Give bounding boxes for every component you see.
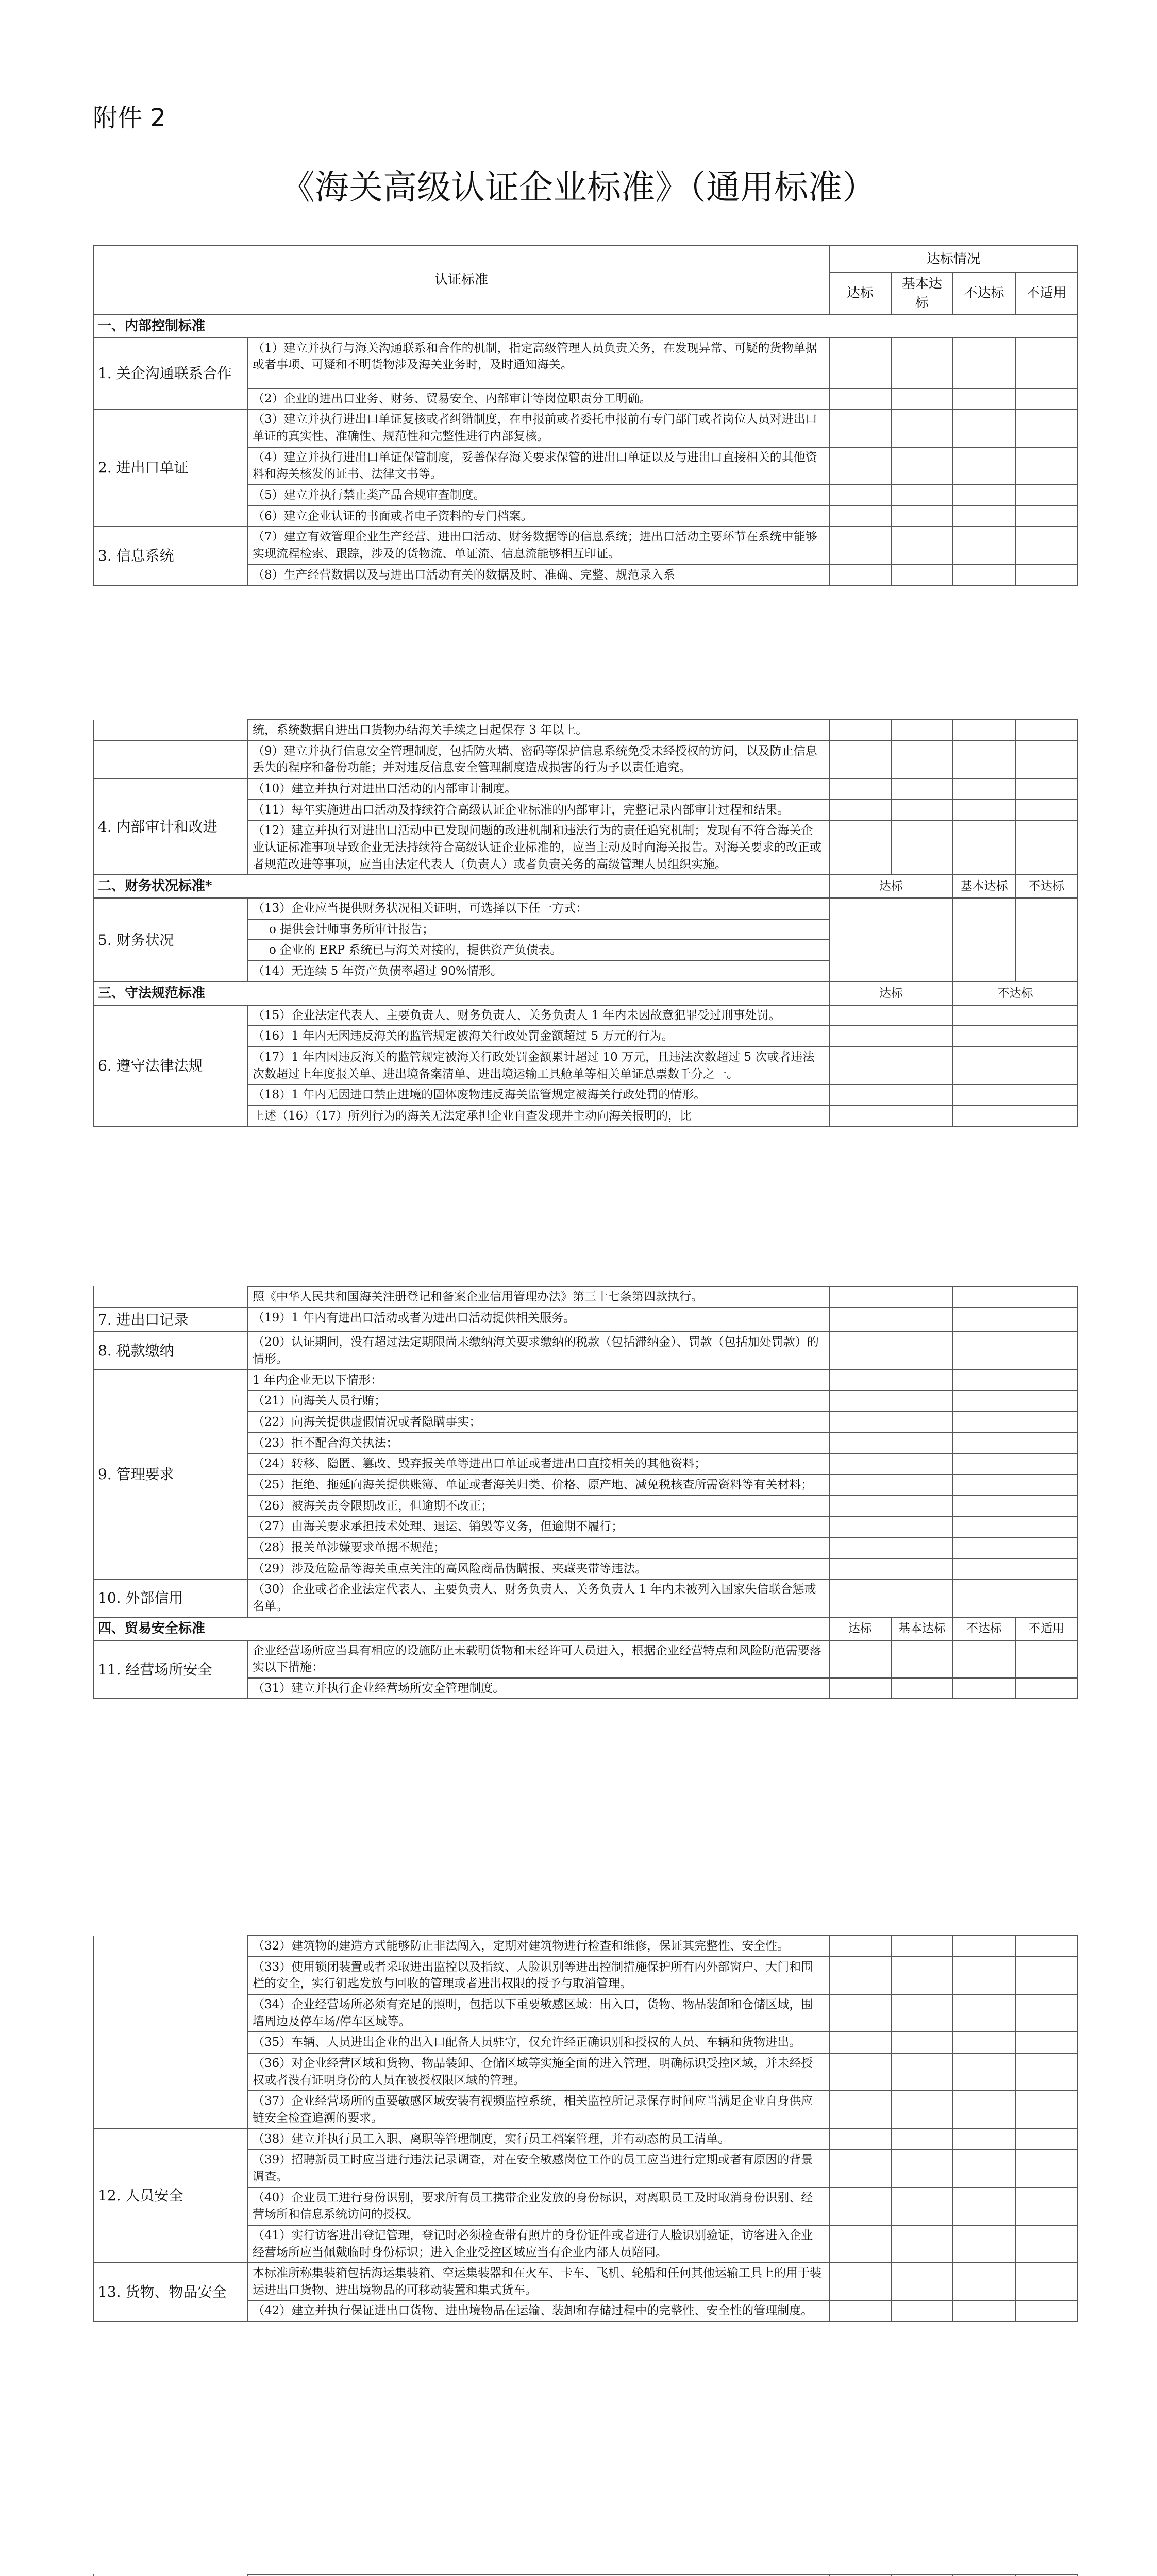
standard-11: （11）每年实施进出口活动及持续符合高级认证企业标准的内部审计，完整记录内部审计过程和结果。 <box>248 800 829 821</box>
fin-col-pass: 达标 <box>829 875 953 898</box>
cell-pass[interactable] <box>829 1558 953 1580</box>
cell-pass[interactable] <box>829 778 891 800</box>
cell-pass[interactable] <box>829 2149 891 2187</box>
cell-pass[interactable] <box>829 1475 953 1496</box>
standard-6: （6）建立企业认证的书面或者电子资料的专门档案。 <box>248 506 829 527</box>
standard-premises-intro: 企业经营场所应当具有相应的设施防止未载明货物和未经许可人员进入，根据企业经营特点和风险防范需要落实以下措施： <box>248 1640 829 1678</box>
standard-5: （5）建立并执行禁止类产品合规审查制度。 <box>248 485 829 506</box>
cell-pass[interactable] <box>829 2032 891 2053</box>
cell-na[interactable] <box>1015 800 1078 821</box>
cell-na[interactable] <box>1015 2053 1078 2091</box>
standards-table-part-2 <box>93 719 1077 1127</box>
standard-29: （29）涉及危险品等海关重点关注的高风险商品伪瞒报、夹藏夹带等违法。 <box>248 1558 829 1580</box>
category-6: 6. 遵守法律法规 <box>93 1005 248 1127</box>
col-pass: 达标 <box>829 273 891 315</box>
standard-16: （16）1 年内无因违反海关的监管规定被海关行政处罚金额超过 5 万元的行为。 <box>248 1026 829 1047</box>
category-3-cont <box>93 720 248 741</box>
cell-basic[interactable] <box>891 506 953 527</box>
cell-fail[interactable] <box>953 1475 1078 1496</box>
cell-na[interactable] <box>1015 720 1078 741</box>
category-4: 4. 内部审计和改进 <box>93 778 248 875</box>
cell-basic[interactable] <box>891 338 953 388</box>
cell-fail[interactable] <box>953 1496 1078 1517</box>
cell-basic[interactable] <box>891 1678 953 1699</box>
cell-pass[interactable] <box>829 1640 891 1678</box>
cell-na[interactable] <box>1015 409 1078 447</box>
standard-1: （1）建立并执行与海关沟通联系和合作的机制，指定高级管理人员负责关务，在发现异常、可疑的货物单据或者事项、可疑和不明货物涉及海关业务时，及时通知海关。 <box>248 338 829 388</box>
cell-pass[interactable] <box>829 1026 953 1047</box>
cell-pass[interactable] <box>829 1332 953 1369</box>
standard-13a: o 提供会计师事务所审计报告； <box>248 919 829 940</box>
section-financial: 二、财务状况标准* <box>93 875 829 898</box>
cell-pass[interactable] <box>829 720 891 741</box>
cell-fail[interactable] <box>953 1579 1078 1617</box>
standard-23: （23）拒不配合海关执法； <box>248 1433 829 1454</box>
cell-pass[interactable] <box>829 800 891 821</box>
cell-pass[interactable] <box>829 1308 953 1332</box>
cell-na[interactable] <box>1015 485 1078 506</box>
standard-9: （9）建立并执行信息安全管理制度，包括防火墙、密码等保护信息系统免受未经授权的访问，以及防止信息丢失的程序和备份功能；并对违反信息安全管理制度造成损害的行为予以责任追究。 <box>248 741 829 778</box>
cell-fail[interactable] <box>953 720 1015 741</box>
standard-7: （7）建立有效管理企业生产经营、进出口活动、财务数据等的信息系统；进出口活动主要环节在系统中能够实现流程检索、跟踪，涉及的货物流、单证流、信息流能够相互印证。 <box>248 527 829 564</box>
cell-pass[interactable] <box>829 1084 953 1106</box>
cell-pass[interactable] <box>829 1579 953 1617</box>
cell-fail[interactable] <box>953 1453 1078 1475</box>
category-5: 5. 财务状况 <box>93 898 248 982</box>
cell-fail[interactable] <box>953 1332 1078 1369</box>
cell-na[interactable] <box>1015 2129 1078 2150</box>
standard-intro: 1 年内企业无以下情形： <box>248 1370 829 1391</box>
header-standard: 认证标准 <box>93 246 829 315</box>
cell-basic[interactable] <box>891 565 953 586</box>
cell-pass[interactable] <box>829 1412 953 1433</box>
cell-basic[interactable] <box>891 388 953 410</box>
cell-basic[interactable] <box>891 2300 953 2321</box>
cell-fail[interactable] <box>953 2091 1015 2128</box>
standard-42: （42）建立并执行保证进出口货物、进出境物品在运输、装卸和存储过程中的完整性、安全性的管理制度。 <box>248 2300 829 2321</box>
cell-na[interactable] <box>1015 506 1078 527</box>
standards-table-part-1 <box>93 245 1077 586</box>
cell-basic[interactable] <box>891 527 953 564</box>
cell-fail[interactable] <box>953 1994 1015 2032</box>
cell-pass[interactable] <box>829 2091 891 2128</box>
comp-col-fail: 不达标 <box>953 982 1078 1005</box>
section-internal-control: 一、内部控制标准 <box>93 315 1078 338</box>
category-8: 8. 税款缴纳 <box>93 1332 248 1369</box>
cell-fail[interactable] <box>953 1047 1078 1084</box>
cell-fail[interactable] <box>953 2149 1015 2187</box>
col-fail: 不达标 <box>953 273 1015 315</box>
header-status: 达标情况 <box>829 246 1078 273</box>
cell-basic[interactable] <box>891 2032 953 2053</box>
cell-fail[interactable] <box>953 1936 1015 1957</box>
cell-pass[interactable] <box>829 1537 953 1558</box>
cell-pass[interactable] <box>829 506 891 527</box>
standard-40: （40）企业员工进行身份识别，要求所有员工携带企业发放的身份标识，对离职员工及时取消身份识别、经营场所和信息系统访问的授权。 <box>248 2188 829 2225</box>
cell-fail[interactable] <box>953 338 1015 388</box>
standard-20: （20）认证期间，没有超过法定期限尚未缴纳海关要求缴纳的税款（包括滞纳金）、罚款（包括加处罚款）的情形。 <box>248 1332 829 1369</box>
standard-34: （34）企业经营场所必须有充足的照明，包括以下重要敏感区域：出入口，货物、物品装卸和仓储区域，围墙周边及停车场/停车区域等。 <box>248 1994 829 2032</box>
cell-pass[interactable] <box>829 1678 891 1699</box>
standard-39: （39）招聘新员工时应当进行违法记录调查，对在安全敏感岗位工作的员工应当进行定期或者有原因的背景调查。 <box>248 2149 829 2187</box>
sec-col-fail: 不达标 <box>953 1617 1015 1640</box>
cell-na[interactable] <box>1015 820 1078 875</box>
cell-fail[interactable] <box>953 1391 1078 1412</box>
cell-fail[interactable] <box>953 1370 1078 1391</box>
cell-basic[interactable] <box>891 2225 953 2263</box>
cell-fail[interactable] <box>953 741 1015 778</box>
standard-8-cont: 统，系统数据自进出口货物办结海关手续之日起保存 3 年以上。 <box>248 720 829 741</box>
cell-pass[interactable] <box>829 2225 891 2263</box>
cell-pass[interactable] <box>829 898 953 982</box>
cell-fail[interactable] <box>953 800 1015 821</box>
cell-pass[interactable] <box>829 527 891 564</box>
standard-27: （27）由海关要求承担技术处理、退运、销毁等义务，但逾期不履行； <box>248 1516 829 1537</box>
standard-33: （33）使用锁闭装置或者采取进出监控以及指纹、人脸识别等进出控制措施保护所有内外部窗户、大门和围栏的安全，实行钥匙发放与回收的管理或者进出权限的授予与取消管理。 <box>248 1957 829 1994</box>
cell-basic[interactable] <box>891 820 953 875</box>
cell-fail[interactable] <box>953 1308 1078 1332</box>
cell-fail[interactable] <box>953 2032 1015 2053</box>
cell-na[interactable] <box>1015 1936 1078 1957</box>
col-na: 不适用 <box>1015 273 1078 315</box>
standard-13: （13）企业应当提供财务状况相关证明，可选择以下任一方式： <box>248 898 829 919</box>
cell-pass[interactable] <box>829 1516 953 1537</box>
cell-fail[interactable] <box>953 820 1015 875</box>
cell-basic[interactable] <box>891 1957 953 1994</box>
sec-col-basic: 基本达标 <box>891 1617 953 1640</box>
standard-25: （25）拒绝、拖延向海关提供账簿、单证或者海关归类、价格、原产地、减免税核查所需资料等有关材料； <box>248 1475 829 1496</box>
cell-fail[interactable] <box>953 527 1015 564</box>
standard-15: （15）企业法定代表人、主要负责人、财务负责人、关务负责人 1 年内未因故意犯罪受过刑事处罚。 <box>248 1005 829 1026</box>
standard-note: 上述（16）（17）所列行为的海关无法定承担企业自查发现并主动向海关报明的，比 <box>248 1106 829 1127</box>
standard-21: （21）向海关人员行贿； <box>248 1391 829 1412</box>
cell-pass[interactable] <box>829 2129 891 2150</box>
cell-fail[interactable] <box>953 2053 1015 2091</box>
cell-na[interactable] <box>1015 2263 1078 2300</box>
cell-basic[interactable] <box>891 447 953 485</box>
cell-pass[interactable] <box>829 1433 953 1454</box>
cell-fail[interactable] <box>953 1005 1078 1026</box>
cell-pass[interactable] <box>829 1391 953 1412</box>
standard-32: （32）建筑物的建造方式能够防止非法闯入，定期对建筑物进行检查和维修，保证其完整性、安全性。 <box>248 1936 829 1957</box>
cell-pass[interactable] <box>829 1957 891 1994</box>
cell-fail[interactable] <box>953 1678 1015 1699</box>
cell-fail[interactable] <box>953 1084 1078 1106</box>
standard-26: （26）被海关责令限期改正，但逾期不改正； <box>248 1496 829 1517</box>
cell-fail[interactable] <box>953 1957 1015 1994</box>
cell-pass[interactable] <box>829 447 891 485</box>
cell-fail[interactable] <box>953 2188 1015 2225</box>
category-11: 11. 经营场所安全 <box>93 1640 248 1699</box>
document-title: 《海关高级认证企业标准》（通用标准） <box>281 167 876 207</box>
standard-14: （14）无连续 5 年资产负债率超过 90%情形。 <box>248 961 829 982</box>
cell-fail[interactable] <box>953 1412 1078 1433</box>
category-10: 10. 外部信用 <box>93 1579 248 1617</box>
cell-pass[interactable] <box>829 388 891 410</box>
comp-col-pass: 达标 <box>829 982 953 1005</box>
cell-pass[interactable] <box>829 741 891 778</box>
cell-na[interactable] <box>1015 2032 1078 2053</box>
cell-pass[interactable] <box>829 1370 953 1391</box>
standard-19: （19）1 年内有进出口活动或者为进出口活动提供相关服务。 <box>248 1308 829 1332</box>
cell-pass[interactable] <box>829 1994 891 2032</box>
cell-na[interactable] <box>1015 741 1078 778</box>
standard-3: （3）建立并执行进出口单证复核或者纠错制度，在申报前或者委托申报前有专门部门或者岗位人员对进出口单证的真实性、准确性、规范性和完整性进行内部复核。 <box>248 409 829 447</box>
category-2: 2. 进出口单证 <box>93 409 248 527</box>
cell-pass[interactable] <box>829 2263 891 2300</box>
standard-13b: o 企业的 ERP 系统已与海关对接的，提供资产负债表。 <box>248 940 829 961</box>
cell-basic[interactable] <box>891 778 953 800</box>
cell-na[interactable] <box>1015 1640 1078 1678</box>
standards-table-part-5 <box>93 2574 1077 2576</box>
cell-fail[interactable] <box>953 2225 1015 2263</box>
cell-pass[interactable] <box>829 485 891 506</box>
standard-28: （28）报关单涉嫌要求单据不规范； <box>248 1537 829 1558</box>
standard-2: （2）企业的进出口业务、财务、贸易安全、内部审计等岗位职责分工明确。 <box>248 388 829 410</box>
cell-basic[interactable] <box>891 2188 953 2225</box>
cell-na[interactable] <box>1015 338 1078 388</box>
cell-na[interactable] <box>1015 2149 1078 2187</box>
cell-fail[interactable] <box>953 565 1015 586</box>
category-9: 9. 管理要求 <box>93 1370 248 1580</box>
category-3: 3. 信息系统 <box>93 527 248 585</box>
standard-38: （38）建立并执行员工入职、离职等管理制度，实行员工档案管理，并有动态的员工清单。 <box>248 2129 829 2150</box>
cell-fail[interactable] <box>953 778 1015 800</box>
cell-na[interactable] <box>1015 778 1078 800</box>
cell-na[interactable] <box>1015 1678 1078 1699</box>
fin-col-basic: 基本达标 <box>953 875 1015 898</box>
cell-basic[interactable] <box>891 485 953 506</box>
section-compliance: 三、守法规范标准 <box>93 982 829 1005</box>
cell-fail[interactable] <box>953 2263 1015 2300</box>
cell-fail[interactable] <box>953 1106 1078 1127</box>
standard-17: （17）1 年内因违反海关的监管规定被海关行政处罚金额累计超过 10 万元，且违法次数超过 5 次或者违法次数超过上年度报关单、进出境备案清单、进出境运输工具舱单等相关单证总票数千分之一。 <box>248 1047 829 1084</box>
cell-basic[interactable] <box>891 409 953 447</box>
cell-basic[interactable] <box>891 1936 953 1957</box>
fin-col-fail: 不达标 <box>1015 875 1078 898</box>
cell-pass[interactable] <box>829 1106 953 1127</box>
cell-fail[interactable] <box>953 1537 1078 1558</box>
cell-pass[interactable] <box>829 1286 953 1308</box>
cell-fail[interactable] <box>953 1026 1078 1047</box>
standard-4: （4）建立并执行进出口单证保管制度，妥善保存海关要求保管的进出口单证以及与进出口直接相关的其他资料和海关核发的证书、法律文书等。 <box>248 447 829 485</box>
cell-basic[interactable] <box>891 1994 953 2032</box>
standard-22: （22）向海关提供虚假情况或者隐瞒事实； <box>248 1412 829 1433</box>
cell-na[interactable] <box>1015 388 1078 410</box>
category-11-cont <box>93 1936 248 2129</box>
cell-pass[interactable] <box>829 409 891 447</box>
cell-na[interactable] <box>1015 447 1078 485</box>
standard-note-cont: 照《中华人民共和国海关注册登记和备案企业信用管理办法》第三十七条第四款执行。 <box>248 1286 829 1308</box>
cell-fail[interactable] <box>953 388 1015 410</box>
col-basic: 基本达标 <box>891 273 953 315</box>
sec-col-pass: 达标 <box>829 1617 891 1640</box>
standard-8: （8）生产经营数据以及与进出口活动有关的数据及时、准确、完整、规范录入系 <box>248 565 829 586</box>
cell-pass[interactable] <box>829 1936 891 1957</box>
attachment-label: 附件 2 <box>93 104 166 132</box>
cell-pass[interactable] <box>829 1496 953 1517</box>
cell-fail[interactable] <box>953 1286 1078 1308</box>
category-1: 1. 关企沟通联系合作 <box>93 338 248 410</box>
cell-pass[interactable] <box>829 1005 953 1026</box>
cell-pass[interactable] <box>829 2300 891 2321</box>
standard-35: （35）车辆、人员进出企业的出入口配备人员驻守，仅允许经正确识别和授权的人员、车辆和货物进出。 <box>248 2032 829 2053</box>
cell-pass[interactable] <box>829 2053 891 2091</box>
cell-pass[interactable] <box>829 820 891 875</box>
cell-basic[interactable] <box>891 1640 953 1678</box>
cell-basic[interactable] <box>891 2053 953 2091</box>
cell-pass[interactable] <box>829 1047 953 1084</box>
cell-fail[interactable] <box>953 2129 1015 2150</box>
cell-fail[interactable] <box>953 447 1015 485</box>
cell-na[interactable] <box>1015 2188 1078 2225</box>
cell-basic[interactable] <box>953 898 1015 982</box>
sec-col-na: 不适用 <box>1015 1617 1078 1640</box>
standard-12: （12）建立并执行对进出口活动中已发现问题的改进机制和违法行为的责任追究机制；发现有不符合海关企业认证标准事项导致企业无法持续符合高级认证企业标准的，应当主动及时向海关报告。对海关要求的改正或者规范改进等事项，应当由法定代表人（负责人）或者负责关务的高级管理人员组织实施。 <box>248 820 829 875</box>
cell-fail[interactable] <box>1015 898 1078 982</box>
standard-18: （18）1 年内无因进口禁止进境的固体废物违反海关监管规定被海关行政处罚的情形。 <box>248 1084 829 1106</box>
cell-fail[interactable] <box>953 1516 1078 1537</box>
cell-basic[interactable] <box>891 800 953 821</box>
cell-pass[interactable] <box>829 338 891 388</box>
cell-basic[interactable] <box>891 2091 953 2128</box>
cell-fail[interactable] <box>953 2300 1015 2321</box>
section-trade-security: 四、贸易安全标准 <box>93 1617 829 1640</box>
standards-table-part-3 <box>93 1286 1077 1699</box>
cell-fail[interactable] <box>953 1640 1015 1678</box>
cell-na[interactable] <box>1015 2225 1078 2263</box>
cell-basic[interactable] <box>891 741 953 778</box>
cell-na[interactable] <box>1015 1994 1078 2032</box>
cell-pass[interactable] <box>829 565 891 586</box>
category-13: 13. 货物、物品安全 <box>93 2263 248 2321</box>
cell-na[interactable] <box>1015 565 1078 586</box>
cell-basic[interactable] <box>891 2263 953 2300</box>
standard-41: （41）实行访客进出登记管理，登记时必须检查带有照片的身份证件或者进行人脸识别验证，访客进入企业经营场所应当佩戴临时身份标识；进入企业受控区域应当有企业内部人员陪同。 <box>248 2225 829 2263</box>
cell-fail[interactable] <box>953 485 1015 506</box>
standard-30: （30）企业或者企业法定代表人、主要负责人、财务负责人、关务负责人 1 年内未被列入国家失信联合惩戒名单。 <box>248 1579 829 1617</box>
cell-na[interactable] <box>1015 2300 1078 2321</box>
category-3-cont-2 <box>93 741 248 778</box>
cell-fail[interactable] <box>953 409 1015 447</box>
cell-basic[interactable] <box>891 720 953 741</box>
cell-basic[interactable] <box>891 2149 953 2187</box>
cell-pass[interactable] <box>829 2188 891 2225</box>
cell-na[interactable] <box>1015 1957 1078 1994</box>
standard-24: （24）转移、隐匿、篡改、毁弃报关单等进出口单证或者进出口直接相关的其他资料； <box>248 1453 829 1475</box>
standard-goods-intro: 本标准所称集装箱包括海运集装箱、空运集装器和在火车、卡车、飞机、轮船和任何其他运输工具上的用于装运进出口货物、进出境物品的可移动装置和集式货车。 <box>248 2263 829 2300</box>
cell-na[interactable] <box>1015 2091 1078 2128</box>
standard-36: （36）对企业经营区域和货物、物品装卸、仓储区域等实施全面的进入管理，明确标识受控区域，并未经授权或者没有证明身份的人员在被授权限区域的管理。 <box>248 2053 829 2091</box>
cell-na[interactable] <box>1015 527 1078 564</box>
standard-10: （10）建立并执行对进出口活动的内部审计制度。 <box>248 778 829 800</box>
category-6-cont <box>93 1286 248 1308</box>
cell-fail[interactable] <box>953 1558 1078 1580</box>
standard-31: （31）建立并执行企业经营场所安全管理制度。 <box>248 1678 829 1699</box>
cell-fail[interactable] <box>953 1433 1078 1454</box>
cell-basic[interactable] <box>891 2129 953 2150</box>
cell-fail[interactable] <box>953 506 1015 527</box>
category-7: 7. 进出口记录 <box>93 1308 248 1332</box>
cell-pass[interactable] <box>829 1453 953 1475</box>
standard-37: （37）企业经营场所的重要敏感区域安装有视频监控系统，相关监控所记录保存时间应当满足企业自身供应链安全检查追溯的要求。 <box>248 2091 829 2128</box>
standards-table-part-4 <box>93 1935 1077 2322</box>
category-12: 12. 人员安全 <box>93 2129 248 2263</box>
